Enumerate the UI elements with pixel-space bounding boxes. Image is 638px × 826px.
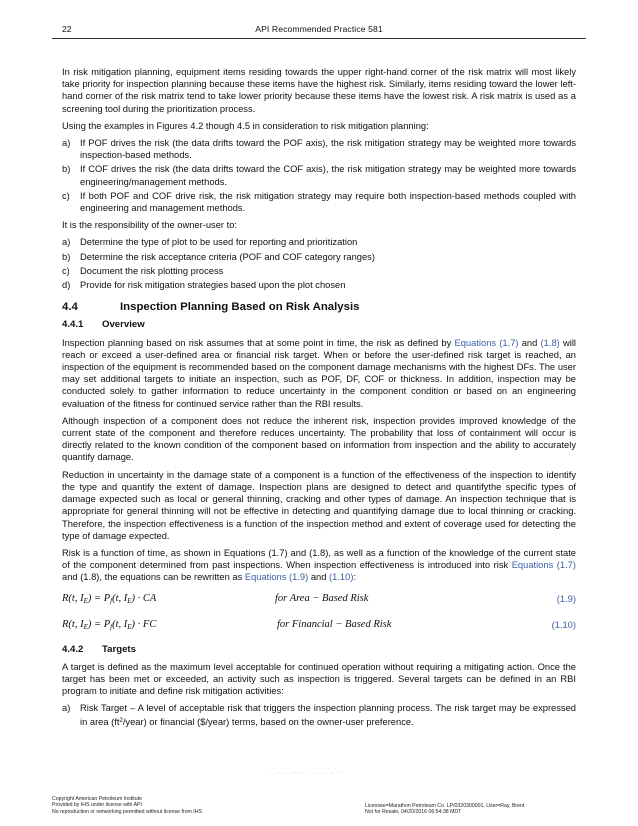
- intro-paragraph: In risk mitigation planning, equipment items residing towards the upper right-hand corner of the risk matrix will most likely take priority for inspection planning because these items have the highest risk. Similarly, items residing toward the lower left-hand corner of the risk matrix tend to take lower priority because these items have the lowest risk. A risk matrix is used as a screening tool during the prioritization process.: [62, 67, 576, 114]
- list-item: c) Document the risk plotting process: [62, 265, 224, 276]
- equation-link[interactable]: Equations (1.7): [511, 560, 576, 571]
- watermark: -`,`,,,`,`,,,,,,`,`,`,,`,`,,`,-: [265, 769, 343, 775]
- equation-number: (1.9): [556, 593, 576, 604]
- equation-number: (1.10): [551, 619, 576, 630]
- page-header: [52, 24, 586, 38]
- page-body: [62, 66, 576, 733]
- responsibility-list: [62, 236, 576, 291]
- subsection-heading-targets: 4.4.2 Targets: [62, 643, 136, 655]
- targets-paragraph: A target is defined as the maximum level acceptable for continued operation without requiring a mitigating action. Once the target has been met or exceeded, an activity such as inspection is triggered. Several targets can be defined in an RBI program to initiate and define risk mitigation activities:: [62, 661, 576, 697]
- list-item: b) If COF drives the risk (the data drifts toward the COF axis), the risk mitigation strategy may be weighted more towards engineering/management methods.: [62, 164, 576, 187]
- equation-link[interactable]: (1.8): [540, 337, 560, 348]
- list-item: d) Provide for risk mitigation strategies based upon the plot chosen: [62, 280, 346, 291]
- targets-list: [62, 702, 576, 727]
- equation-link[interactable]: Equations (1.7): [454, 337, 519, 348]
- document-title: API Recommended Practice 581: [255, 24, 383, 34]
- equation-link[interactable]: Equations (1.9): [244, 572, 309, 583]
- equation-link[interactable]: (1.10): [329, 572, 354, 583]
- owner-paragraph: It is the responsibility of the owner-user to:: [62, 220, 238, 231]
- risk-function-paragraph: Risk is a function of time, as shown in Equations (1.7) and (1.8), as well as a function of the knowledge of the current state of the component determined from past inspections. When inspection effectiveness is introduced into risk Equations (1.7) and (1.8), the equations can be rewritten as Equations (1.9) and (1.10):: [62, 547, 576, 583]
- list-item: c) If both POF and COF drive risk, the risk mitigation strategy may require both inspection-based methods coupled with engineering and management methods.: [62, 190, 576, 214]
- list-item: a) Risk Target – A level of acceptable risk that triggers the inspection planning process. The risk target may be expressed in area $(ft^2/year)$ or financial ($/year) terms, based on the owner-user preference.: [62, 703, 576, 727]
- page-number: 22: [62, 24, 72, 34]
- strategy-list: [62, 137, 576, 214]
- inspection-knowledge-paragraph: Although inspection of a component does not reduce the inherent risk, inspection provides improved knowledge of the current state of the component and therefore reduces uncertainty. The probability that loss of containment will occur is directly related to the known condition of the component based on information from inspection and the ability to accurately quantify damage.: [62, 415, 576, 463]
- section-heading: 4.4 Inspection Planning Based on Risk Analysis: [62, 301, 360, 314]
- examples-paragraph: Using the examples in Figures 4.2 though 4.5 in consideration to risk mitigation planning:: [62, 120, 429, 131]
- list-item: b) Determine the risk acceptance criteria (POF and COF category ranges): [62, 251, 375, 262]
- subsection-heading-overview: 4.4.1 Overview: [62, 319, 145, 331]
- overview-paragraph: Inspection planning based on risk assumes that at some point in time, the risk as defined by Equations (1.7) and (1.8) will reach or exceed a user-defined area or financial risk target. When or before the user-defined risk target is reached, an inspection of the equipment is recommended based on the component damage mechanisms with the highest DFs. The user may set additional targets to initiate an inspection, such as POF, DF, COF or thickness. In addition, inspection may be conducted solely to gather information to reduce uncertainty in the component condition or based on an engineering evaluation of the fitness for continued service rather than the RBI results.: [62, 337, 576, 409]
- equation-1-10: R(t, $I_E) = P_f(t$, $I_E$) · FC for Financial − Based Risk (1.10): [62, 618, 576, 631]
- equation-1-9: R(t, $I_E) = P_f(t$, $I_E$) · CA for Area − Based Risk (1.9): [62, 592, 576, 605]
- uncertainty-paragraph: Reduction in uncertainty in the damage state of a component is a function of the effectiveness of the inspection to identify the type and quantify the extent of damage. Inspection plans are designed to detect and quantifythe specific types of damage expected such as local or general thinning, cracking and other types of damage. An inspection technique that is appropriate for general thinning will not be effective in detecting and quantifying damage due to local thinning or cracking. Therefore, the inspection effectiveness is a function of the inspection method and extent of coverage used for detecting the type of damage expected.: [62, 469, 576, 541]
- header-rule: [52, 38, 586, 39]
- list-item: a) Determine the type of plot to be used for reporting and prioritization: [62, 237, 358, 248]
- list-item: a) If POF drives the risk (the data drifts toward the POF axis), the risk mitigation strategy may be weighted more towards inspection-based methods.: [62, 138, 576, 161]
